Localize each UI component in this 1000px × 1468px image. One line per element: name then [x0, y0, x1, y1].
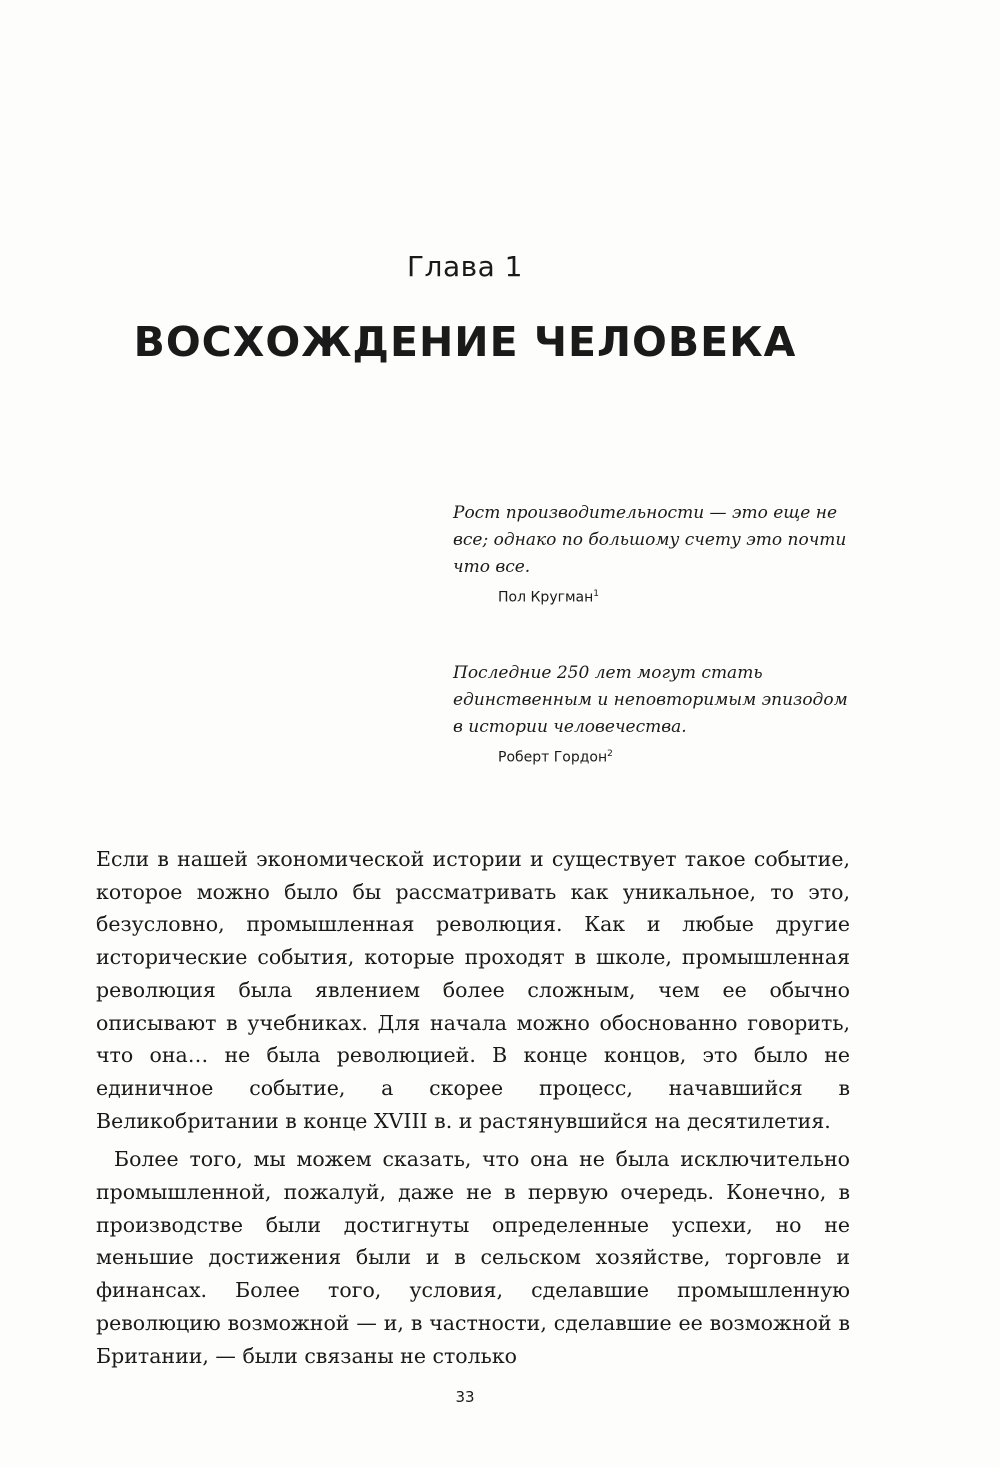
epigraph-author-name: Роберт Гордон: [498, 749, 608, 766]
epigraph-author: [453, 589, 853, 606]
epigraph-quote: Рост производительности — это еще не все; однако по большому счету это почти что все.: [453, 503, 847, 577]
epigraph: [453, 500, 853, 606]
footnote-marker: 1: [593, 589, 599, 599]
epigraph-author: [453, 749, 853, 766]
chapter-title: ВОСХОЖДЕНИЕ ЧЕЛОВЕКА: [133, 318, 797, 366]
chapter-label: Глава 1: [406, 250, 523, 283]
epigraph-quote: Последние 250 лет могут стать единственным и неповторимым эпизодом в истории человечества.: [453, 663, 848, 737]
paragraph: Если в нашей экономической истории и существует такое событие, которое можно было бы рассматривать как уникальное, то это, безусловно, промышленная революция. Как и любые другие исторические события, которые проходят в школе, промышленная революция была явлением более сложным, чем ее обычно описывают в учебниках. Для начала можно обоснованно говорить, что она… не была революцией. В конце концов, это было не единичное событие, а скорее процесс, начавшийся в Великобритании в конце XVIII в. и растянувшийся на десятилетия.: [96, 847, 850, 1133]
epigraph: [453, 660, 853, 766]
footnote-marker: 2: [607, 749, 613, 759]
body-text: [96, 843, 850, 1372]
paragraph: Более того, мы можем сказать, что она не была исключительно промышленной, пожалуй, даже не в первую очередь. Конечно, в производстве были достигнуты определенные успехи, но не меньшие достижения были и в сельском хозяйстве, торговле и финансах. Более того, условия, сделавшие промышленную революцию возможной — и, в частности, сделавшие ее возможной в Британии, — были связаны не столько: [96, 1147, 850, 1368]
page-number: 33: [455, 1388, 475, 1406]
epigraph-author-name: Пол Кругман: [498, 589, 594, 606]
